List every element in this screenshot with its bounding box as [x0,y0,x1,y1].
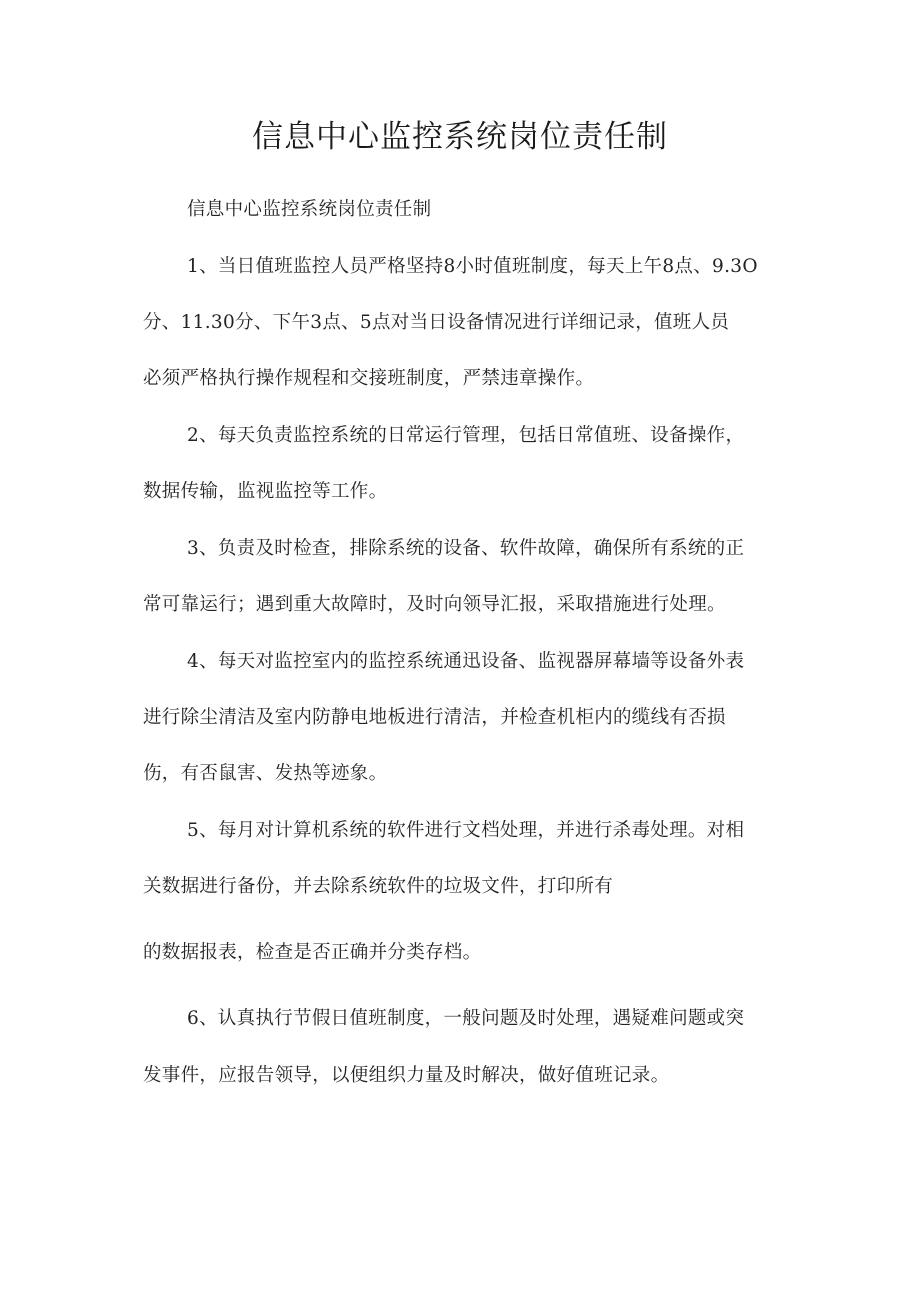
paragraph-3-line-2: 常可靠运行；遇到重大故障时，及时向领导汇报，采取措施进行处理。 [143,594,726,615]
paragraph-2-line-1: 2、每天负责监控系统的日常运行管理，包括日常值班、设备操作， [187,425,745,446]
paragraph-5-line-3: 的数据报表，检查是否正确并分类存档。 [143,942,482,963]
paragraph-1-line-3: 必须严格执行操作规程和交接班制度，严禁违章操作。 [143,368,595,389]
paragraph-5-line-1: 5、每月对计算机系统的软件进行文档处理，并进行杀毒处理。对相 [187,820,745,841]
paragraph-4-line-3: 伤，有否鼠害、发热等迹象。 [143,763,388,784]
paragraph-1-line-2: 分、11.30分、下午3点、5点对当日设备情况进行详细记录，值班人员 [143,312,730,333]
document-subtitle: 信息中心监控系统岗位责任制 [187,199,432,220]
paragraph-6-line-1: 6、认真执行节假日值班制度，一般问题及时处理，遇疑难问题或突 [187,1008,745,1029]
document-title: 信息中心监控系统岗位责任制 [252,119,668,155]
paragraph-4-line-2: 进行除尘清洁及室内防静电地板进行清洁，并检查机柜内的缆线有否损 [143,707,726,728]
paragraph-2-line-2: 数据传输，监视监控等工作。 [143,481,388,502]
paragraph-5-line-2: 关数据进行备份，并去除系统软件的垃圾文件，打印所有 [143,876,614,897]
paragraph-4-line-1: 4、每天对监控室内的监控系统通迅设备、监视器屏幕墙等设备外表 [187,651,745,672]
paragraph-1-line-1: 1、当日值班监控人员严格坚持8小时值班制度，每天上午8点、9.3O [187,256,758,277]
paragraph-3-line-1: 3、负责及时检查，排除系统的设备、软件故障，确保所有系统的正 [187,538,745,559]
paragraph-6-line-2: 发事件，应报告领导，以便组织力量及时解决，做好值班记录。 [143,1065,670,1086]
